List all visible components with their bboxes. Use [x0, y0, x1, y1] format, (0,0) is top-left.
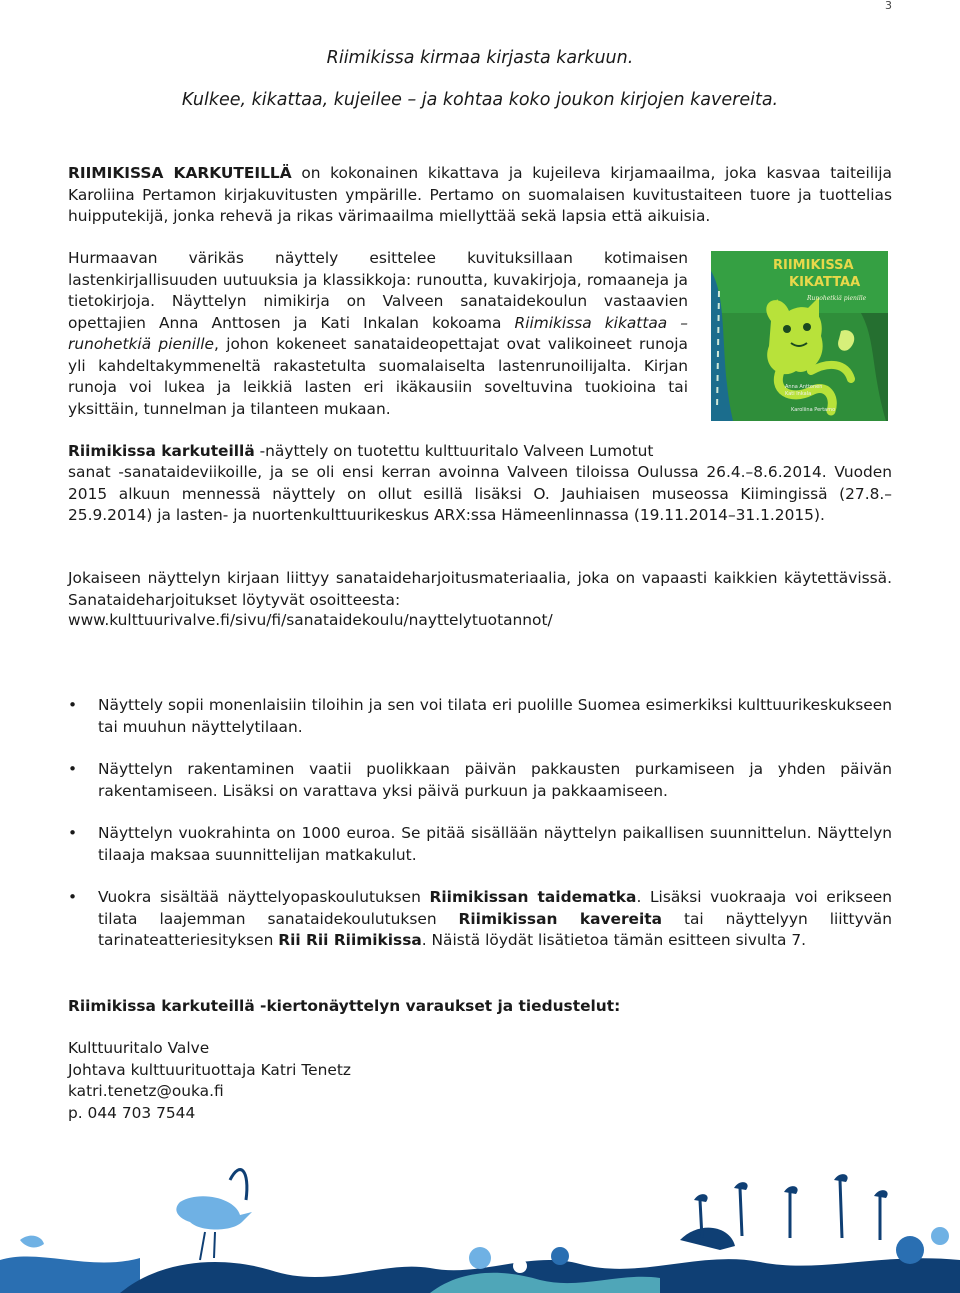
footer-illustration: [0, 1140, 960, 1293]
book-cover-image: [711, 251, 888, 421]
contact-phone: p. 044 703 7544: [68, 1103, 196, 1122]
intro-title: RIIMIKISSA KARKUTEILLÄ: [68, 164, 292, 182]
text-fragment: . Näistä löydät lisätietoa tämän esitteen sivulta 7.: [421, 931, 807, 949]
performance-name: Rii Rii Riimikissa: [278, 931, 422, 949]
cover-subtitle: Runohetkiä pienille: [807, 295, 867, 302]
contact-heading: Riimikissa karkuteillä -kiertonäyttelyn varaukset ja tiedustelut:: [68, 997, 621, 1015]
bullet-marker: •: [68, 696, 78, 714]
text-fragment: Vuokra sisältää näyttelyopaskoulutuksen: [98, 888, 430, 906]
list-item: [68, 887, 892, 952]
bullet-marker: •: [68, 824, 78, 842]
page-number: 3: [885, 0, 892, 12]
exhibition-text-1: Hurmaavan värikäs näyttely esittelee kuvituksillaan kotimaisen lastenkirjallisuuden uutuuksia ja klassikkoja: runoutta, kuvakirjoja, romaaneja ja tietokirjoja. Näyttelyn nimikirja on Valveen sanataidekoulun vastaavien opettajien Anna Anttosen ja Kati Inkalan kokoama: [68, 249, 688, 332]
production-title: Riimikissa karkuteillä: [68, 442, 255, 460]
workshop-name: Riimikissan kavereita: [458, 909, 662, 928]
exhibition-paragraph: [68, 248, 688, 420]
list-item: [68, 823, 892, 866]
materials-url[interactable]: www.kulttuurivalve.fi/sivu/fi/sanataidekoulu/nayttelytuotannot/: [68, 611, 553, 629]
cover-authors: Anna Anttonen Kati Inkala: [785, 384, 823, 397]
list-item-text: Näyttely sopii monenlaisiin tiloihin ja sen voi tilata eri puolille Suomea esimerkiksi kulttuurikeskukseen tai muuhun näyttelytilaan.: [98, 696, 892, 736]
tagline-line-1: Riimikissa kirmaa kirjasta karkuun.: [326, 48, 634, 68]
text-fragment: . Lisäksi vuokraaja voi erikseen tilata laajemman sanataidekoulutuksen: [98, 888, 893, 928]
list-item: [68, 759, 892, 802]
list-item-text: [98, 888, 892, 949]
intro-paragraph: [68, 163, 892, 228]
list-item-text: Näyttelyn vuokrahinta on 1000 euroa. Se pitää sisällään näyttelyn paikallisen suunnittelun. Näyttelyn tilaaja maksaa suunnittelijan matkakulut.: [98, 824, 892, 864]
materials-paragraph: Jokaiseen näyttelyn kirjaan liittyy sanataideharjoitusmateriaalia, joka on vapaasti kaikkien käytettävissä. Sanataideharjoitukset löytyvät osoitteesta:: [68, 569, 892, 609]
list-item-text: Näyttelyn rakentaminen vaatii puolikkaan päivän pakkausten purkamiseen ja yhden päivän rakentamiseen. Lisäksi on varattava yksi päivä purkuun ja pakkaamiseen.: [98, 760, 892, 800]
intro-text: on kokonainen kikattava ja kujeileva kirjamaailma, joka kasvaa taiteilija Karoliina Pertamon kirjakuvitusten ympärille. Pertamo on suomalaisen kuvitustaiteen tuore ja tuottelias huipputekijä, jonka rehevä ja rikas värimaailma miellyttää sekä lapsia että aikuisia.: [68, 164, 892, 225]
book-title: Riimikissa kikattaa – runohetkiä pienille: [68, 313, 688, 353]
production-paragraph: sanat -sanataideviikoille, ja se oli ensi kerran avoinna Valveen tiloissa Oulussa 26.4.–8.6.2014. Vuoden 2015 alkuun mennessä näyttely on ollut esillä lisäksi O. Jauhiaisen museossa Kiimingissä (27.8.–25.9.2014) ja lasten- ja nuortenkulttuurikeskus ARX:ssa Hämeenlinnassa (19.11.2014–31.1.2015).: [68, 463, 892, 524]
training-name: Riimikissan taidematka: [429, 888, 637, 906]
contact-details: [68, 1038, 351, 1124]
contact-person: Johtava kulttuurituottaja Katri Tenetz: [68, 1060, 351, 1079]
bullet-marker: •: [68, 760, 78, 778]
exhibition-text-2: , johon kokeneet sanataideopettajat ovat valikoineet runoja yli kahdeltakymmeneltä rakastetulta suomalaiselta lastenrunoilijalta. Kirjan runoja voi lukea ja leikkiä lasten eri ikäkausiin soveltuvina tuokioina tai yksittäin, tunnelman ja tilanteen mukaan.: [68, 335, 688, 418]
list-item: [68, 695, 892, 738]
cover-title-line-1: RIIMIKISSA: [773, 258, 854, 273]
production-first-line: [68, 441, 688, 463]
text-fragment: tai näyttelyyn liittyvän tarinateatteriesityksen: [98, 909, 892, 949]
tagline-line-2: Kulkee, kikattaa, kujeilee – ja kohtaa koko joukon kirjojen kavereita.: [181, 90, 779, 110]
cover-title-line-2: KIKATTAA: [789, 275, 861, 290]
contact-email[interactable]: katri.tenetz@ouka.fi: [68, 1082, 224, 1100]
cover-illustrator: Karoliina Pertamo: [791, 407, 836, 413]
production-text-1: -näyttely on tuotettu kulttuuritalo Valveen Lumotut: [254, 442, 654, 460]
contact-org: Kulttuuritalo Valve: [68, 1039, 210, 1057]
info-list: [68, 695, 892, 973]
bullet-marker: •: [68, 888, 78, 906]
